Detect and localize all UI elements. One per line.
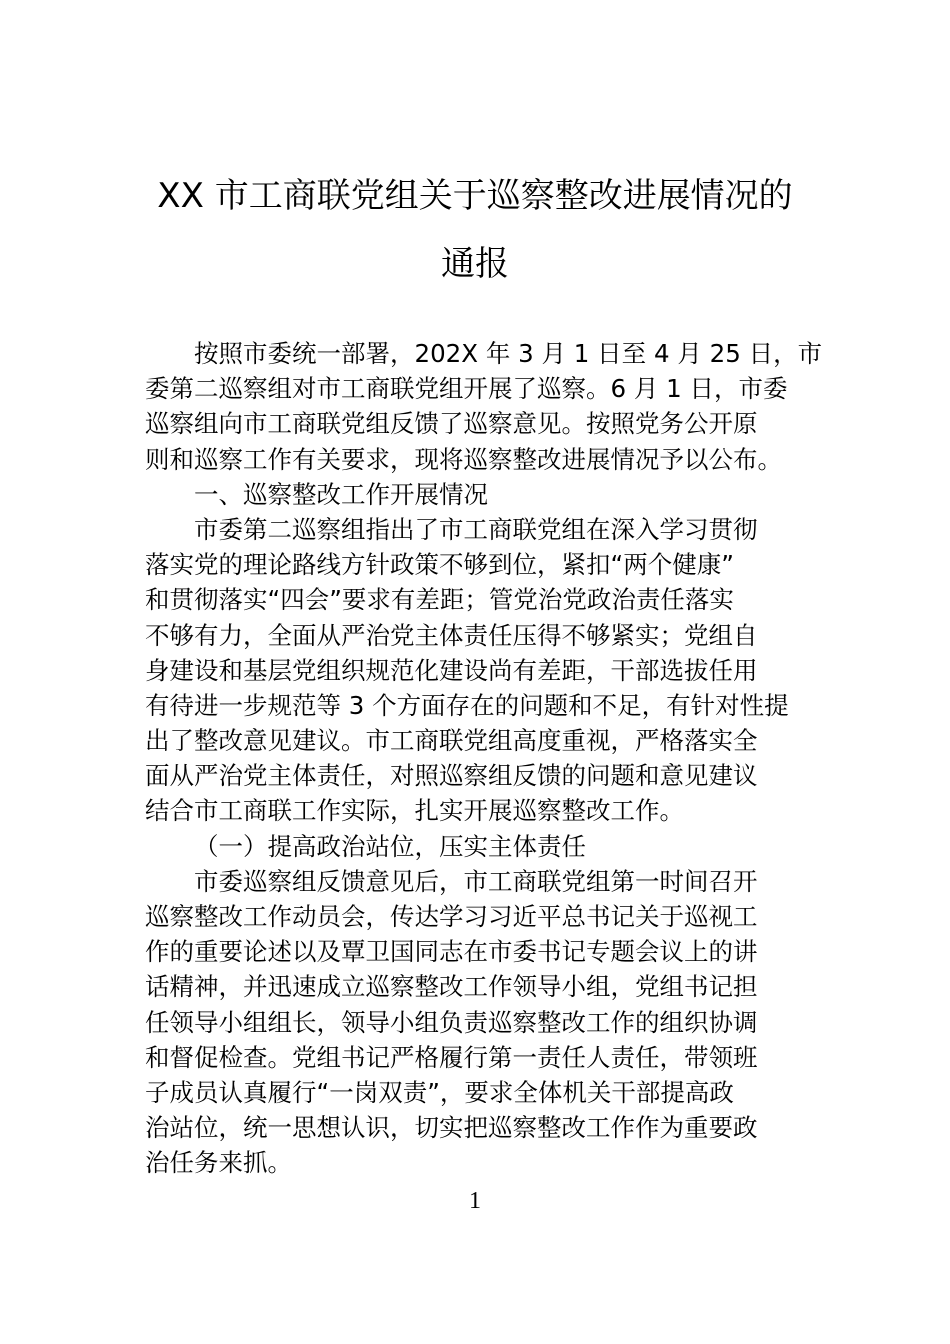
paragraph-intro-line: 委第二巡察组对市工商联党组开展了巡察。6 月 1 日，市委 (145, 374, 788, 404)
paragraph-subsection-line: 治任务来抓。 (145, 1148, 292, 1178)
paragraph-subsection-line: 治站位，统一思想认识，切实把巡察整改工作作为重要政 (145, 1113, 758, 1143)
paragraph-findings-line: 市委第二巡察组指出了市工商联党组在深入学习贯彻 (194, 514, 758, 544)
paragraph-intro-line: 则和巡察工作有关要求，现将巡察整改进展情况予以公布。 (145, 444, 782, 474)
paragraph-subsection-line: 话精神，并迅速成立巡察整改工作领导小组，党组书记担 (145, 972, 758, 1002)
paragraph-subsection-line: 和督促检查。党组书记严格履行第一责任人责任，带领班 (145, 1042, 758, 1072)
paragraph-subsection-line: 子成员认真履行“一岗双责”，要求全体机关干部提高政 (145, 1077, 734, 1107)
paragraph-subsection-line: 巡察整改工作动员会，传达学习习近平总书记关于巡视工 (145, 902, 758, 931)
document-title-line-2: 通报 (441, 244, 509, 284)
paragraph-subsection-line: 任领导小组组长，领导小组负责巡察整改工作的组织协调 (145, 1007, 758, 1037)
section-heading-1: 一、巡察整改工作开展情况 (194, 479, 488, 509)
paragraph-findings-line: 结合市工商联工作实际，扎实开展巡察整改工作。 (145, 796, 684, 826)
paragraph-intro-line: 巡察组向市工商联党组反馈了巡察意见。按照党务公开原 (145, 409, 758, 439)
paragraph-subsection-line: 作的重要论述以及覃卫国同志在市委书记专题会议上的讲 (145, 937, 758, 967)
paragraph-intro-line: 按照市委统一部署，202X 年 3 月 1 日至 4 月 25 日，市 (194, 339, 823, 368)
paragraph-subsection-line: 市委巡察组反馈意见后，市工商联党组第一时间召开 (194, 866, 758, 896)
paragraph-findings-line: 面从严治党主体责任，对照巡察组反馈的问题和意见建议 (145, 761, 758, 791)
subsection-heading-1: （一）提高政治站位，压实主体责任 (194, 831, 586, 861)
paragraph-findings-line: 和贯彻落实“四会”要求有差距；管党治党政治责任落实 (145, 585, 734, 615)
document-title-line-1: XX 市工商联党组关于巡察整改进展情况的 (157, 176, 793, 216)
paragraph-findings-line: 落实党的理论路线方针政策不够到位，紧扣“两个健康” (145, 550, 734, 580)
paragraph-findings-line: 有待进一步规范等 3 个方面存在的问题和不足，有针对性提 (145, 690, 789, 720)
paragraph-findings-line: 不够有力，全面从严治党主体责任压得不够紧实；党组自 (145, 620, 758, 650)
paragraph-findings-line: 出了整改意见建议。市工商联党组高度重视，严格落实全 (145, 726, 758, 756)
page-number: 1 (469, 1188, 481, 1214)
paragraph-findings-line: 身建设和基层党组织规范化建设尚有差距，干部选拔任用 (145, 655, 758, 685)
document-body (145, 336, 823, 1181)
